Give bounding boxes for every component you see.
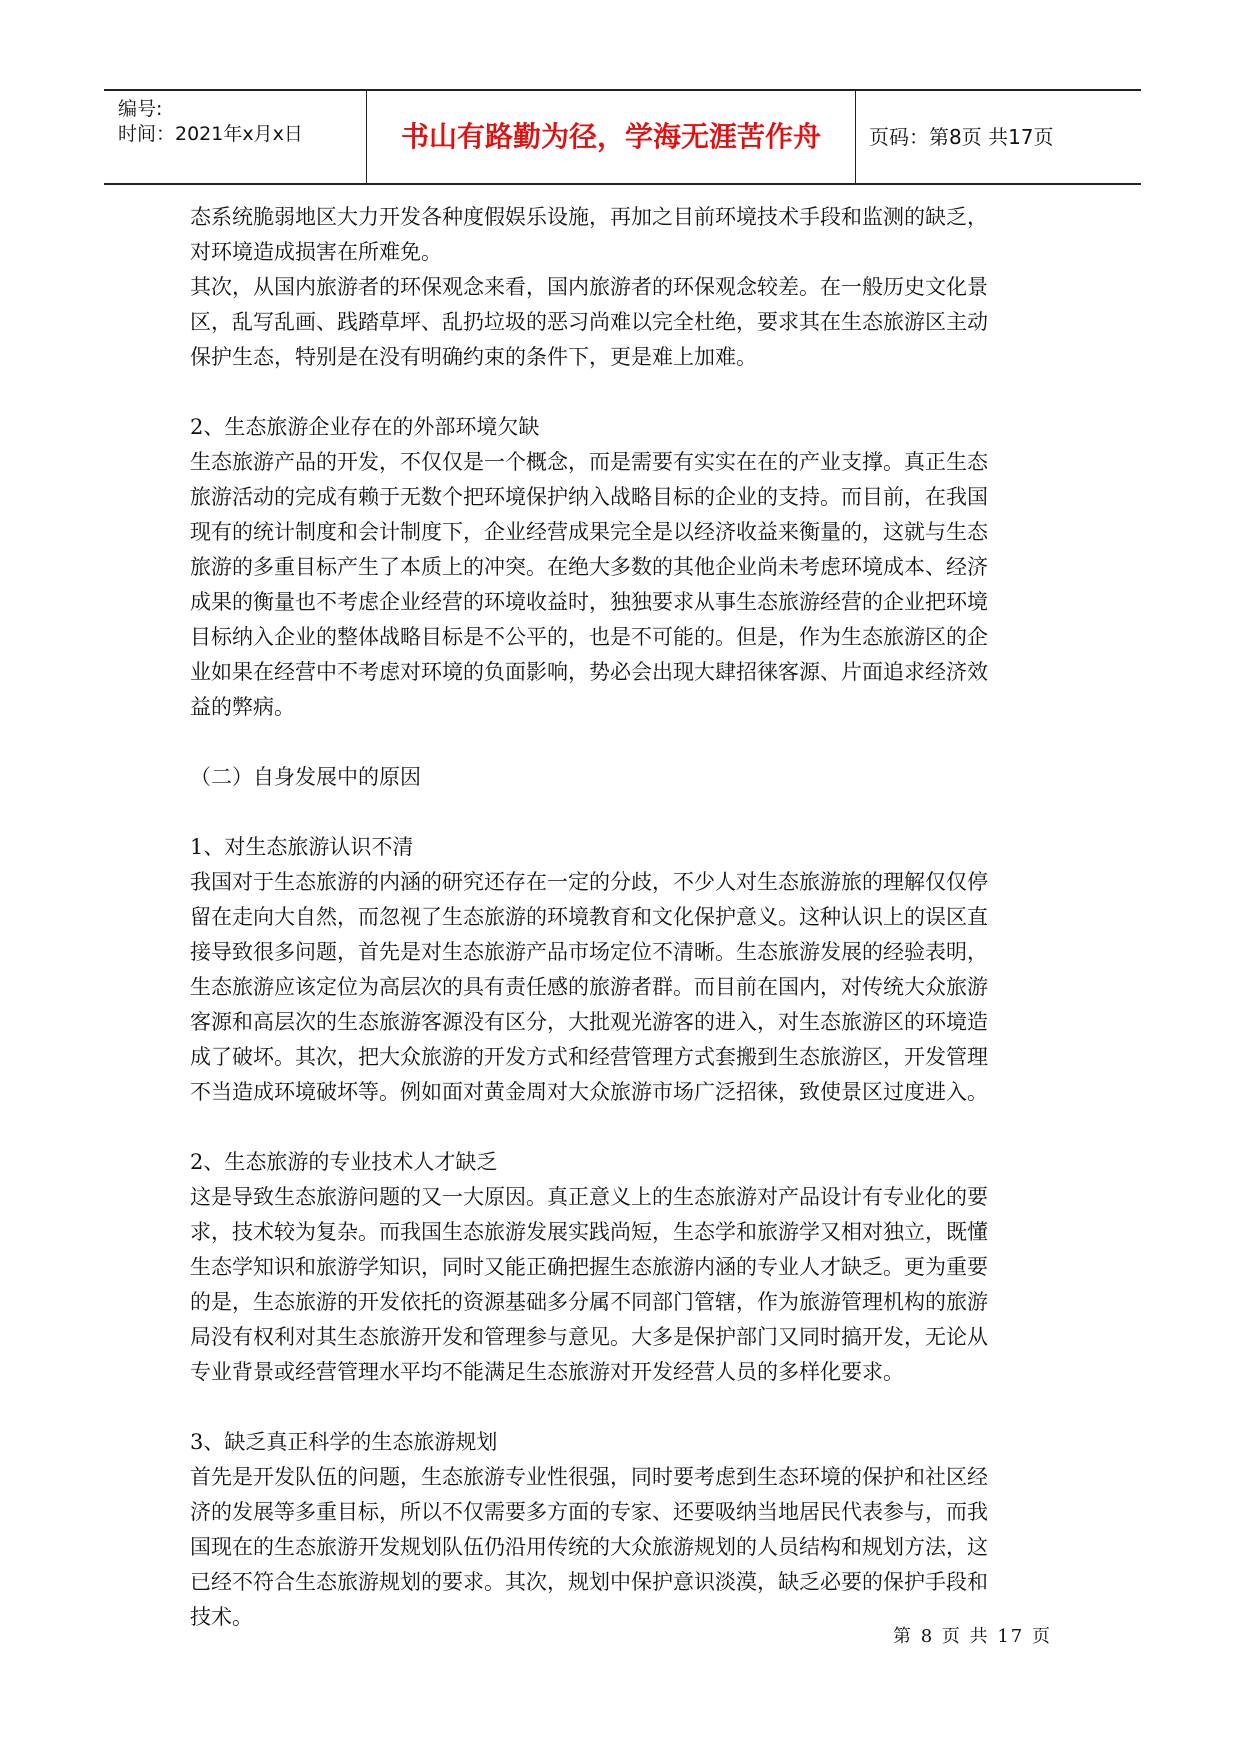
text-line: 对环境造成损害在所难免。: [190, 240, 442, 264]
page-header: [104, 89, 1141, 185]
page-footer: 第 8 页 共 17 页: [893, 1626, 1052, 1647]
text-line: 的是，生态旅游的开发依托的资源基础多分属不同部门管辖，作为旅游管理机构的旅游: [190, 1290, 988, 1314]
text-line: 现有的统计制度和会计制度下，企业经营成果完全是以经济收益来衡量的，这就与生态: [190, 520, 988, 544]
text-line: 目标纳入企业的整体战略目标是不公平的，也是不可能的。但是，作为生态旅游区的企: [190, 625, 988, 649]
text-line: 益的弊病。: [190, 695, 295, 719]
document-time-label: 时间：2021年x月x日: [118, 123, 303, 145]
header-motto: 书山有路勤为径，学海无涯苦作舟: [400, 120, 821, 153]
text-line: 济的发展等多重目标，所以不仅需要多方面的专家、还要吸纳当地居民代表参与，而我: [190, 1500, 988, 1524]
text-line: 生态旅游产品的开发，不仅仅是一个概念，而是需要有实实在在的产业支撑。真正生态: [190, 450, 988, 474]
section-heading: 1、对生态旅游认识不清: [190, 835, 414, 859]
header-motto-cell: [367, 91, 856, 183]
text-line: 专业背景或经营管理水平均不能满足生态旅游对开发经营人员的多样化要求。: [190, 1360, 904, 1384]
text-line: 客源和高层次的生态旅游客源没有区分，大批观光游客的进入，对生态旅游区的环境造: [190, 1010, 988, 1034]
text-line: 成果的衡量也不考虑企业经营的环境收益时，独独要求从事生态旅游经营的企业把环境: [190, 590, 988, 614]
section-heading: 3、缺乏真正科学的生态旅游规划: [190, 1430, 498, 1454]
document-number-label: 编号:: [118, 98, 163, 120]
text-line: 旅游活动的完成有赖于无数个把环境保护纳入战略目标的企业的支持。而目前，在我国: [190, 485, 988, 509]
text-line: 这是导致生态旅游问题的又一大原因。真正意义上的生态旅游对产品设计有专业化的要: [190, 1185, 988, 1209]
text-line: 技术。: [190, 1605, 253, 1629]
text-line: 已经不符合生态旅游规划的要求。其次，规划中保护意识淡漠，缺乏必要的保护手段和: [190, 1570, 988, 1594]
section-heading: 2、生态旅游企业存在的外部环境欠缺: [190, 415, 540, 439]
text-line: 生态学知识和旅游学知识，同时又能正确把握生态旅游内涵的专业人才缺乏。更为重要: [190, 1255, 988, 1279]
text-line: 其次，从国内旅游者的环保观念来看，国内旅游者的环保观念较差。在一般历史文化景: [190, 275, 988, 299]
text-line: 态系统脆弱地区大力开发各种度假娱乐设施，再加之目前环境技术手段和监测的缺乏，: [190, 205, 988, 229]
header-page-number: 页码：第8页 共17页: [869, 125, 1054, 149]
text-line: 留在走向大自然，而忽视了生态旅游的环境教育和文化保护意义。这种认识上的误区直: [190, 905, 988, 929]
text-line: 我国对于生态旅游的内涵的研究还存在一定的分歧，不少人对生态旅游旅的理解仅仅停: [190, 870, 988, 894]
document-body: [190, 200, 1060, 1635]
text-line: 接导致很多问题，首先是对生态旅游产品市场定位不清晰。生态旅游发展的经验表明，: [190, 940, 988, 964]
text-line: 局没有权利对其生态旅游开发和管理参与意见。大多是保护部门又同时搞开发，无论从: [190, 1325, 988, 1349]
text-line: 求，技术较为复杂。而我国生态旅游发展实践尚短，生态学和旅游学又相对独立，既懂: [190, 1220, 988, 1244]
text-line: 保护生态，特别是在没有明确约束的条件下，更是难上加难。: [190, 345, 757, 369]
text-line: 旅游的多重目标产生了本质上的冲突。在绝大多数的其他企业尚未考虑环境成本、经济: [190, 555, 988, 579]
text-line: 区，乱写乱画、践踏草坪、乱扔垃圾的恶习尚难以完全杜绝，要求其在生态旅游区主动: [190, 310, 988, 334]
text-line: 不当造成环境破坏等。例如面对黄金周对大众旅游市场广泛招徕，致使景区过度进入。: [190, 1080, 988, 1104]
text-line: 首先是开发队伍的问题，生态旅游专业性很强，同时要考虑到生态环境的保护和社区经: [190, 1465, 988, 1489]
text-line: 国现在的生态旅游开发规划队伍仍沿用传统的大众旅游规划的人员结构和规划方法，这: [190, 1535, 988, 1559]
text-line: 生态旅游应该定位为高层次的具有责任感的旅游者群。而目前在国内，对传统大众旅游: [190, 975, 988, 999]
text-line: 成了破坏。其次，把大众旅游的开发方式和经营管理方式套搬到生态旅游区，开发管理: [190, 1045, 988, 1069]
text-line: 业如果在经营中不考虑对环境的负面影响，势必会出现大肆招徕客源、片面追求经济效: [190, 660, 988, 684]
header-meta: [104, 91, 367, 183]
section-heading: 2、生态旅游的专业技术人才缺乏: [190, 1150, 498, 1174]
section-heading: （二）自身发展中的原因: [190, 765, 421, 789]
